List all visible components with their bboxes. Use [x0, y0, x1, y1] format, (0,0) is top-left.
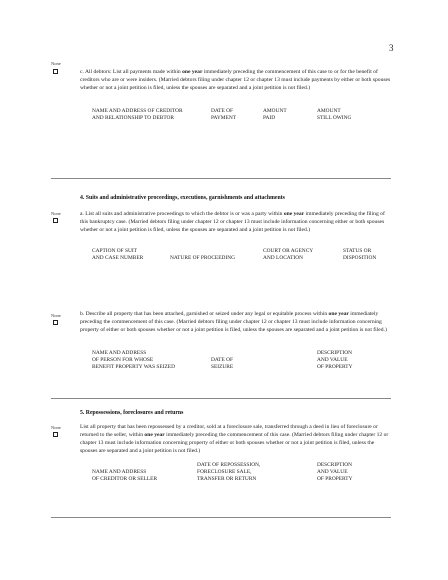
none-label: None	[51, 61, 61, 66]
column-header-property-value: DESCRIPTION AND VALUE OF PROPERTY	[317, 462, 353, 482]
none-label: None	[51, 425, 61, 430]
section-4b-text: b. Describe all property that has been attached, garnished or seized under any legal or equitable process within one year immediately preceding the commencement of this case. (Married debtors filing under chapter 12 or chapter 13 must include information concerning property of either or both spouses whether or not a joint petition is filed, unless the spouses are separated and a joint petition is not filed.)	[80, 311, 387, 333]
section-5-text: List all property that has been repossessed by a creditor, sold at a foreclosure sale, transferred through a deed in lieu of foreclosure or returned to the seller, within one year immediately preceding the commencement of this case. (Married debtors filing under chapter 12 or chapter 13 must include information concerning property of either or both spouses whether or not a joint petition is filed, unless the spouses are separated and a joint petition is not filed.)	[80, 424, 389, 454]
column-header-repossession-date: DATE OF REPOSSESSION, FORECLOSURE SALE, TRANSFER OR RETURN	[197, 462, 261, 482]
divider	[51, 178, 391, 179]
none-checkbox-4a[interactable]	[53, 218, 58, 223]
divider	[51, 398, 391, 399]
column-header-creditor-seller: NAME AND ADDRESS OF CREDITOR OR SELLER	[92, 469, 158, 482]
column-header-property: DESCRIPTION AND VALUE OF PROPERTY	[317, 350, 353, 370]
divider	[51, 517, 391, 518]
none-checkbox-c[interactable]	[53, 69, 58, 74]
section-5-heading: 5. Repossessions, foreclosures and returns	[80, 410, 184, 416]
column-header-creditor: NAME AND ADDRESS OF CREDITOR AND RELATIONSHIP TO DEBTOR	[92, 108, 183, 121]
none-checkbox-4b[interactable]	[53, 320, 58, 325]
column-header-court: COURT OR AGENCY AND LOCATION	[263, 248, 314, 261]
none-checkbox-5[interactable]	[53, 432, 58, 437]
column-header-seizure-date: DATE OF SEIZURE	[211, 357, 234, 370]
column-header-person: NAME AND ADDRESS OF PERSON FOR WHOSE BENEFIT PROPERTY WAS SEIZED	[92, 350, 175, 370]
none-label: None	[51, 313, 61, 318]
section-4-heading: 4. Suits and administrative proceedings, executions, garnishments and attachments	[80, 195, 285, 201]
column-header-nature: NATURE OF PROCEEDING	[170, 255, 235, 261]
column-header-caption: CAPTION OF SUIT AND CASE NUMBER	[92, 248, 144, 261]
none-label: None	[51, 211, 61, 216]
column-header-amount-owing: AMOUNT STILL OWING	[317, 108, 352, 121]
column-header-date: DATE OF PAYMENT	[211, 108, 237, 121]
section-4a-text: a. List all suits and administrative proceedings to which the debtor is or was a party within one year immediately preceding the filing of this bankruptcy case. (Married debtors filing under chapter 12 or chapter 13 must include information concerning either or both spouses whether or not a joint petition is filed, unless the spouses are separated and a joint petition is not filed.)	[80, 211, 385, 233]
column-header-amount-paid: AMOUNT PAID	[263, 108, 287, 121]
column-header-status: STATUS OR DISPOSITION	[343, 248, 377, 261]
section-c-text: c. All debtors: List all payments made within one year immediately preceding the commencement of this case to or for the benefit of creditors who are or were insiders. (Married debtors filing under chapter 12 or chapter 13 must include payments by either or both spouses whether or not a joint petition is filed, unless the spouses are separated and a joint petition is not filed.)	[80, 69, 391, 91]
page-number: 3	[389, 43, 394, 53]
